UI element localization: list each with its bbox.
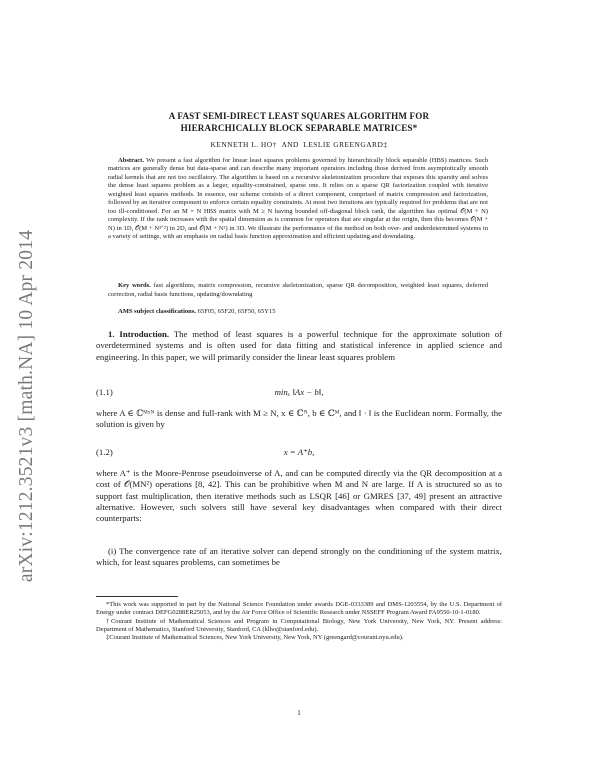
paragraph-after-eq-1-1 [96,408,502,431]
ams-label: AMS subject classifications. [118,308,197,315]
equation-number: (1.2) [96,447,113,457]
ams-classifications [108,308,488,317]
equation-body: minₓ ‖Ax − b‖, [274,387,324,397]
keywords-label: Key words. [118,282,151,289]
author-ho: KENNETH L. HO† [210,140,277,149]
arxiv-id-text: arXiv:1212.3521v3 [math.NA] 10 Apr 2014 [16,229,38,583]
author-list [96,140,502,149]
title-line-2: HIERARCHICALLY BLOCK SEPARABLE MATRICES* [180,123,418,133]
keywords-text: fast algorithms, matrix compression, recursive skeletonization, sparse QR decomposition, weighted least squares, deferred correction, radial basis functions, updating/downdating [108,282,488,298]
abstract-text: We present a fast algorithm for linear least squares problems governed by hierarchically block separable (HBS) matrices. Such matrices are generally dense but data-sparse and can describe many important operators including those derived from asymptotically smooth radial kernels that are not too oscillatory. The algorithm is based on a recursive skeletonization procedure that exposes this sparsity and solves the dense least squares problem as a larger, equality-constrained, sparse one. It relies on a sparse QR factorization coupled with iterative weighted least squares methods. In essence, our scheme consists of a direct component, comprised of matrix compression and factorization, followed by an iterative component to enforce certain equality constraints. At most two iterations are typically required for problems that are not too ill-conditioned. For an M × N HBS matrix with M ≥ N having bounded off-diagonal block rank, the algorithm has optimal 𝒪(M + N) complexity. If the rank increases with the spatial dimension as is common for operators that are singular at the origin, then this becomes 𝒪(M + N) in 1D, 𝒪(M + N³ᐟ²) in 2D, and 𝒪(M + N²) in 3D. We illustrate the performance of the method on both over- and underdetermined systems in a variety of settings, with an emphasis on radial basis function approximation and efficient updating and downdating. [108,157,488,241]
footnote-funding: *This work was supported in part by the National Science Foundation under awards DGE-0333389 and DMS-1203554, by the U.S. Department of Energy under contract DEFG0288ER25053, and by the Air Force Office of Scientific Research under NSSEFF Program Award FA9550-10-1-0180. [96,601,502,617]
equation-body: x = A⁺b, [283,447,315,457]
equation-number: (1.1) [96,387,113,397]
keywords [108,282,488,299]
footnote-greengard-affiliation: ‡Courant Institute of Mathematical Sciences, New York University, New York, NY (greengard@courant.nyu.edu). [106,634,404,642]
equation-1-2 [96,447,502,461]
paragraph-item-i [96,546,502,569]
paragraph-text: where A ∈ ℂᴹˣᴺ is dense and full-rank with M ≥ N, x ∈ ℂᴺ, b ∈ ℂᴹ, and ‖ · ‖ is the Euclidean norm. Formally, the solution is given by [96,408,502,430]
author-greengard: LESLIE GREENGARD‡ [303,140,388,149]
title-line-1: A FAST SEMI-DIRECT LEAST SQUARES ALGORITHM FOR [168,111,430,121]
page-number: 1 [297,708,301,717]
intro-text: The method of least squares is a powerful technique for the approximate solution of overdetermined systems and is often used for data fitting and statistical inference in applied science and engineering. In this paper, we will primarily consider the linear least squares problem [96,329,502,362]
introduction-paragraph [96,329,502,363]
abstract-label: Abstract. [118,157,144,164]
section-heading: 1. Introduction. [108,329,170,339]
footnote-ho-affiliation: †Courant Institute of Mathematical Sciences and Program in Computational Biology, New York University, New York, NY. Present address: Department of Mathematics, Stanford University, Stanford, CA (klho@stanford.edu). [96,617,502,634]
ams-text: 65F05, 65F20, 65F50, 65Y15 [197,308,276,315]
equation-1-1 [96,387,502,401]
footnotes [96,601,502,643]
abstract [108,157,488,242]
paragraph-text: (i) The convergence rate of an iterative solver can depend strongly on the conditioning of the system matrix, which, for least squares problems, can sometimes be [96,546,502,568]
author-conjunction: AND [281,140,299,149]
footnote-rule [96,596,178,597]
paragraph-after-eq-1-2 [96,468,502,524]
arxiv-identifier-stamp [10,226,44,586]
paper-title [96,110,502,134]
paragraph-text: where A⁺ is the Moore-Penrose pseudoinverse of A, and can be computed directly via the QR decomposition at a cost of 𝒪(MN²) operations [8, 42]. This can be prohibitive when M and N are large. If A is structured so as to support fast multiplication, then iterative methods such as LSQR [46] or GMRES [37, 49] present an attractive alternative. However, such solvers still have several key disadvantages when compared with their direct counterparts: [96,468,502,524]
